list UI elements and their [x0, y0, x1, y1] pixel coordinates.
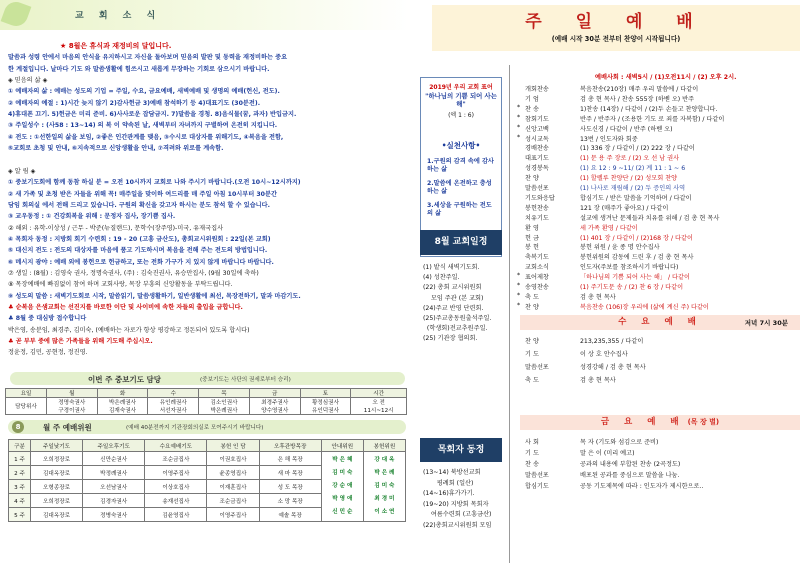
prayer-cell: 박은례권사 김재숙권사: [97, 398, 148, 415]
prayer-cell: 최경주권사 양수영권사: [249, 398, 300, 415]
news-line: 한 계절입니다. 날마다 기도 와 말씀생활에 힘쓰시고 새롭게 무장하는 기회로 삼으시기 바랍니다.: [8, 65, 270, 73]
news-line: ⑤ 대신지 전도 : 전도의 대상자를 마음에 품고 기도하시며 복음을 전해 주는 전도의 방법입니다.: [8, 247, 268, 255]
pastor-item: 여름수련회 (고흥금산): [423, 511, 492, 518]
news-line: ♣ 순복음 은샘교회는 선진지를 바로한 이단 및 사이비에 속한 자들의 출입을 금합니다.: [8, 304, 243, 312]
order-value: 1)찬송 (14장) / 다같이 / (2)두 손들고 찬양합니다.: [580, 105, 718, 113]
order-label: 성경봉독: [525, 165, 549, 173]
month-table: [8, 439, 406, 522]
sunday-subtitle: (예배 시작 30분 전부터 찬양이 시작됩니다): [551, 35, 681, 43]
fri-value: 공동 기도제목에 따라 : 인도자가 제시한으로..: [580, 483, 704, 490]
news-line: ② 예배자의 예절 : 1)시간 늦지 않기 2)감사헌금 3)예배 참석하기 등 4)대표기도 (30분전).: [8, 99, 261, 107]
order-label: 봉헌찬송: [525, 204, 549, 212]
schedule-item: (4) 성찬주일.: [423, 274, 460, 282]
news-line: ⑥ 메시지 광야 : 예배 외에 봉헌으로 헌금하고, 또는 전화 가구가 지 있지 않게 바랍니다 바랍니다.: [8, 258, 274, 266]
month-cell: 박정례권사: [83, 466, 145, 480]
order-value: (1) 요 12 : 9 ~11/ (2) 계 11 : 1 ~ 6: [580, 165, 686, 173]
fri-label: 기 도: [525, 450, 539, 457]
pastor-item: 평례회 (일산): [423, 479, 474, 487]
news-line: 박은영, 송분임, 최경주, 김미숙, (예배하는 자로가 항상 평강하고 정돈되어 있도록 합시다): [8, 326, 250, 334]
month-cell: 새 마 목장: [259, 466, 321, 480]
wed-label: 찬 양: [525, 338, 539, 345]
schedule-item: (22) 총회 교시위원회: [423, 284, 482, 292]
schedule-item: (25) 기관장 협의회.: [423, 335, 478, 343]
fri-value: 목 자 (기도와 섬김으로 준비): [580, 439, 659, 446]
month-cell: 정병숙권사: [83, 508, 145, 522]
schedule-item: (학생회)전교추원주일.: [423, 325, 488, 333]
practice-title: •실천사항•: [441, 141, 481, 150]
prayer-banner-note: (중보기도는 사단의 권세로부터 승리): [200, 377, 291, 383]
fri-label: 사 회: [525, 439, 539, 446]
order-label: 송영찬송: [525, 284, 549, 291]
order-value: 합심기도 / 받은 말씀을 기억하며 / 다같이: [580, 194, 692, 202]
sunday-title-box: [432, 5, 800, 51]
news-line: ③ 교우동정 : ① 건강회복을 위해 : 문정자 집사, 장기쁨 집사.: [8, 213, 176, 221]
news-header-title: 교 회 소 식: [75, 11, 162, 21]
schedule-item: (1) 밭식 새벽기도회.: [423, 264, 480, 271]
theme-text: "하나님의 기쁨 되어 사는 해": [425, 92, 497, 108]
wed-value: 검 총 현 목사: [580, 377, 616, 384]
news-line: ★ 8월은 휴식과 재정비의 달입니다.: [60, 42, 172, 50]
month-cell: 이재훈집사: [207, 480, 259, 494]
standing-mark: *: [517, 272, 521, 280]
prayer-banner: [10, 372, 405, 385]
order-value: 봉헌 위원 / 윤 종 명 안수집사: [580, 244, 660, 252]
month-cell: 이영주집사: [145, 466, 207, 480]
news-line: ① 예배자의 삶 : 예배는 성도의 기업 = 주일, 수요, 금요예배, 새벽예배 및 생명의 예배(헌신, 전도).: [8, 88, 280, 96]
month-cell: 김대옥장로: [30, 508, 82, 522]
leaf-icon: [1, 0, 32, 29]
fri-label: 찬 송: [525, 461, 539, 468]
prayer-day-header: 시간: [351, 389, 407, 398]
prayer-day-header: 요일: [6, 389, 47, 398]
fri-value: 배포된 공과를 중심으로 말씀을 나눔.: [580, 472, 680, 479]
order-value: 복음찬송(210장) 매주 우리 말씀에 / 다같이: [580, 86, 699, 93]
order-value: 검 총 현 목사 / 찬송 555장 (하벧 오) 반주: [580, 95, 695, 103]
month-cell: 예솔 목장: [259, 508, 321, 522]
schedule-item: (25)주교총동원출석주일.: [423, 315, 492, 323]
prayer-cell: 정명숙권사 구경이권사: [46, 398, 97, 415]
month-cell: 3 주: [9, 480, 31, 494]
standing-mark: *: [517, 301, 521, 309]
order-value: 검 총 현 목사: [580, 293, 616, 301]
wed-time: 저녁 7시 30분: [744, 319, 788, 327]
practice-item: 3.세상을 구원하는 전도의 삶: [427, 202, 492, 217]
order-value: (1) 주기도문 송 / (2) 찬 6 장 / 다같이: [580, 284, 684, 291]
news-header: [0, 0, 413, 30]
month-cell: 오희정장로: [30, 452, 82, 466]
prayer-day-header: 목: [199, 389, 250, 398]
month-cell: 이권호집사: [207, 452, 259, 466]
fri-label: 합심기도: [525, 483, 549, 490]
order-label: 대표기도: [525, 155, 549, 163]
order-label: 경배찬송: [525, 145, 549, 153]
month-cell: 오형종장로: [30, 480, 82, 494]
fri-value: 말 은 이 (미리 예고): [580, 450, 635, 457]
order-label: 찬 양: [525, 175, 539, 183]
order-label: 말씀선포: [525, 185, 549, 192]
wed-value: 213,235,355 / 다같이: [580, 338, 644, 345]
order-value: 사도신경 / 다같이 / 반주 (하벧 오): [580, 125, 673, 133]
pastor-item: (13~14) 북방선교회: [423, 469, 481, 476]
practice-list: [427, 158, 497, 224]
fri-banner: [520, 415, 800, 430]
month-cell: 신만순권사: [83, 452, 145, 466]
order-label: 봉 헌: [525, 244, 539, 252]
order-label: 교회소식: [525, 264, 549, 272]
month-cell: 1 주: [9, 452, 31, 466]
order-value: 121 장 (매주가 좋아요) / 다같이: [580, 204, 669, 212]
news-line: ⑧ 목장예배에 빠짐없이 참여 하며 교회사랑, 목장 부흥의 신앙활동을 부탁드립니다.: [8, 281, 233, 289]
theme-year: 2019년 우리 교회 표어: [429, 84, 493, 91]
month-cell: 오선남권사: [83, 480, 145, 494]
order-label: 참회기도: [525, 115, 549, 123]
prayer-banner-title: 이번 주 중보기도 담당: [88, 375, 162, 384]
month-cell: 윤종영집사: [207, 466, 259, 480]
news-line: ② 해외 : 유학-이상성 / 근무 - 박준(뉴질랜드), 문학수(장주영)-미국, 유재국집사: [8, 224, 224, 232]
order-value: (1) 401 장 / 다같이 / (2)168 장 / 다같이: [580, 234, 693, 242]
order-label: 헌 금: [525, 234, 539, 242]
month-cell: 4 주: [9, 494, 31, 508]
wed-banner: [520, 315, 800, 330]
order-value: 봉헌위원의 감동에 드린 후 / 검 총 현 목사: [580, 254, 694, 262]
order-value: 복음찬송 (106)장 우리에 (삶에 계신 주) 다같이: [580, 303, 709, 311]
order-value: (1) 문 용 주 장로 / (2) 오 선 남 권사: [580, 155, 680, 163]
order-value: (1) 할렐루 찬양단 / (2) 성모회 찬양: [580, 175, 678, 183]
news-line: ④ 전도 : ①선한일의 삶을 보임, ②좋은 인간관계를 맺음, ③수시로 대상자를 위해기도, ④복음을 전함,: [8, 133, 284, 141]
pastor-title: 목회자 동정: [420, 438, 502, 462]
news-line: 말씀과 성령 안에서 마음의 안식을 유지하시고 자신을 돌아보며 믿음의 발판 및 동력을 재정비하는 중요: [8, 54, 288, 62]
order-label: 개회찬송: [525, 86, 549, 93]
news-line: 담임 회의실 에서 전해 드리고 있습니다. 구원의 확신을 갖고자 하시는 분도 참석 할 수 있습니다.: [8, 201, 270, 209]
prayer-day-header: 수: [148, 389, 199, 398]
news-line: ② 새 가족 및 초청 받은 자들을 위해 꼭! 매주일을 맞이하 여드리를 매 주일 아침 10시부터 30분간: [8, 190, 277, 198]
order-label: 축 도: [525, 293, 539, 301]
prayer-cell: 담당위사: [6, 398, 47, 415]
pastor-list: [423, 468, 503, 531]
month-cell: 성 도 목장: [259, 480, 321, 494]
order-value: 「하나님의 기쁨 되어 사는 해」 / 다같이: [580, 274, 690, 282]
news-line: 4)휴대폰 끄기. 5)헌금은 미리 준비. 6)사사로운 잡담금지. 7)말씀을 경청. 8)음식물(꿈, 과자) 반입금지.: [8, 111, 297, 119]
wed-value: 성경강해 / 검 총 현 목사: [580, 364, 646, 371]
fri-title: 금 요 예 배: [600, 417, 685, 427]
month-header-cell: 주일오후기도: [83, 440, 145, 452]
wed-label: 축 도: [525, 377, 539, 384]
fri-value: 공과의 내용에 부합된 찬송 (2곡정도): [580, 461, 681, 468]
service-times: 예배사회 : 새벽5시 / (1)오전11시 / (2) 오후 2시.: [595, 74, 737, 81]
month-cell: 오희정장로: [30, 494, 82, 508]
prayer-cell: 김소인권사 박은례권사: [199, 398, 250, 415]
order-label: 축복기도: [525, 254, 549, 262]
fri-label: 말씀선포: [525, 472, 549, 479]
month-banner-note: (예배 40분전까지 기관장회의실로 모여주시기 바랍니다): [126, 425, 264, 431]
month-cell: 이영주집사: [207, 508, 259, 522]
pastor-item: (14~16)휴가가기.: [423, 490, 475, 497]
news-line: ⑦ 생일 : (8월) : 김영숙 권사, 정명숙권사, (주) : 김숙진권사, 유승만집사, (9월 30일에 축하): [8, 270, 259, 277]
prayer-cell: 오 전 11시~12시: [351, 398, 407, 415]
month-cell: 김대옥장로: [30, 466, 82, 480]
wed-value: 이 상 호 안수집사: [580, 351, 628, 358]
schedule-list: [423, 263, 503, 345]
order-value: (1) 336 장 / 다같이 / (2) 222 장 / 다같이: [580, 145, 695, 153]
theme-ref: (엑 1 : 6): [448, 112, 474, 119]
month-cell: 김윤영집사: [145, 508, 207, 522]
order-label: 찬 양: [525, 303, 539, 311]
standing-mark: *: [517, 282, 521, 289]
fri-note: (목 장 별): [687, 418, 720, 426]
standing-mark: *: [517, 113, 521, 121]
prayer-table: [5, 388, 407, 415]
month-cell: 5 주: [9, 508, 31, 522]
order-value: 세 가족 환영 / 다같이: [580, 224, 638, 232]
standing-mark: *: [517, 291, 521, 299]
pastor-item: (22)총회교시위원회 모임: [423, 521, 492, 529]
news-line: ⑤교회로 초청 및 안내, ⑥지속적으로 신앙생활을 안내, ⑦격려와 위로를 계속함.: [8, 145, 224, 153]
order-label: 표어제창: [525, 274, 549, 282]
prayer-day-header: 화: [97, 389, 148, 398]
prayer-day-header: 금: [249, 389, 300, 398]
month-cell: 2 주: [9, 466, 31, 480]
news-line: ♣ 8월 중 대심방 접수합니다: [8, 315, 87, 323]
prayer-cell: 황정심권사 유인덕권사: [300, 398, 351, 415]
news-line: ⑨ 성도의 말씀 : 새벽기도회로 시작, 말씀읽기, 말씀생활하기, 일반생활에 최선, 목장전하기, 말과 마감기도.: [8, 292, 301, 300]
pastor-item: (19~20) 지방회 목회자: [423, 500, 489, 508]
order-value: 반주 / 반주자 / (조용한 기도 로 죄를 자복함) / 다같이: [580, 115, 725, 123]
news-line: ♣ 곧 부부 중에 많은 가족들을 위해 기도해 주십시오.: [8, 338, 153, 346]
month-cell: 송재선집사: [145, 494, 207, 508]
practice-item: 2.말씀에 온전하고 충성 하는 삶: [427, 180, 492, 195]
practice-item: 1.구원의 감격 속에 감사하는 삶: [427, 158, 494, 173]
month-cell: 소 망 목장: [259, 494, 321, 508]
wed-label: 기 도: [525, 351, 539, 358]
order-value: (1) 나사로 재림해 / (2) 두 증인의 사역: [580, 185, 686, 192]
standing-mark: *: [517, 123, 521, 131]
schedule-item: 모임 주관 (본 교회): [423, 294, 484, 302]
prayer-day-header: 토: [300, 389, 351, 398]
news-line: ◈ 믿음의 삶 ◈: [8, 77, 48, 85]
month-header-cell: 안내위원: [321, 440, 363, 452]
wed-label: 말씀선포: [525, 364, 549, 371]
month-header-cell: 오후관방목장: [259, 440, 321, 452]
prayer-day-header: 월: [46, 389, 97, 398]
order-value: 13번 / 인도자와 회중: [580, 135, 638, 143]
prayer-cell: 유인례권사 서선자권사: [148, 398, 199, 415]
standing-mark: *: [517, 103, 521, 111]
schedule-title: 8월 교회일정: [420, 230, 502, 255]
offering-cell: 강 대 옥 박 은 례 김 미 숙 최 경 미 이 소 연: [363, 452, 405, 522]
order-label: 환 영: [525, 224, 539, 232]
month-header-cell: 구분: [9, 440, 31, 452]
month-cell: 김경자권사: [83, 494, 145, 508]
order-label: 기도와응답: [525, 194, 555, 202]
order-label: 찬 송: [525, 105, 539, 113]
month-number: 8: [12, 421, 24, 433]
standing-mark: *: [517, 133, 521, 141]
order-label: 신앙고백: [525, 125, 549, 133]
news-line: ④ 목회자 동정 : 지방회 회기 수련회 : 19 - 20 (고흥 금산도), 총회교시위원회 : 22일(본 교회): [8, 235, 271, 243]
order-label: 치유기도: [525, 214, 549, 222]
order-value: 설교에 생겨난 문제들과 치유를 위해 / 검 총 현 목사: [580, 214, 720, 222]
month-cell: 이상호집사: [145, 480, 207, 494]
ushers-cell: 박 은 혜 김 미 숙 강 순 애 박 영 애 신 민 순: [321, 452, 363, 522]
month-header-cell: 주일낮기도: [30, 440, 82, 452]
month-header-cell: 봉헌 인 담: [207, 440, 259, 452]
news-line: ③ 주일성수 : (사58 : 13~14) 의 복 이 약속된 날, 새벽부터 자녀까지 구별하여 온전히 지킵니다.: [8, 122, 278, 130]
order-label: 성시교독: [525, 135, 549, 143]
schedule-item: (24)주교 반영 단련회.: [423, 304, 484, 312]
month-header-cell: 봉헌위원: [363, 440, 405, 452]
news-line: ① 중보기도회에 함께 동참 하실 분 = 오전 10시까지 교회로 나와 주시기 바랍니다.(오전 10시~12시까지): [8, 179, 301, 187]
month-banner-title: 월 주 예배위원: [43, 423, 92, 432]
sunday-title: 주 일 예 배: [525, 12, 707, 32]
month-banner: [8, 420, 406, 434]
news-line: 정윤정, 김민, 공현정, 정진영.: [8, 349, 88, 357]
month-header-cell: 수요예배기도: [145, 440, 207, 452]
order-value: 인도자(주보를 참조하시기 바랍니다): [580, 264, 679, 272]
month-cell: 은 해 목장: [259, 452, 321, 466]
news-line: ◈ 알 림 ◈: [8, 167, 36, 175]
month-cell: 조순금집사: [207, 494, 259, 508]
month-cell: 조순금집사: [145, 452, 207, 466]
right-sidebar: [413, 65, 510, 563]
wed-title: 수 요 예 배: [618, 317, 702, 327]
order-label: 기 엄: [525, 95, 539, 103]
